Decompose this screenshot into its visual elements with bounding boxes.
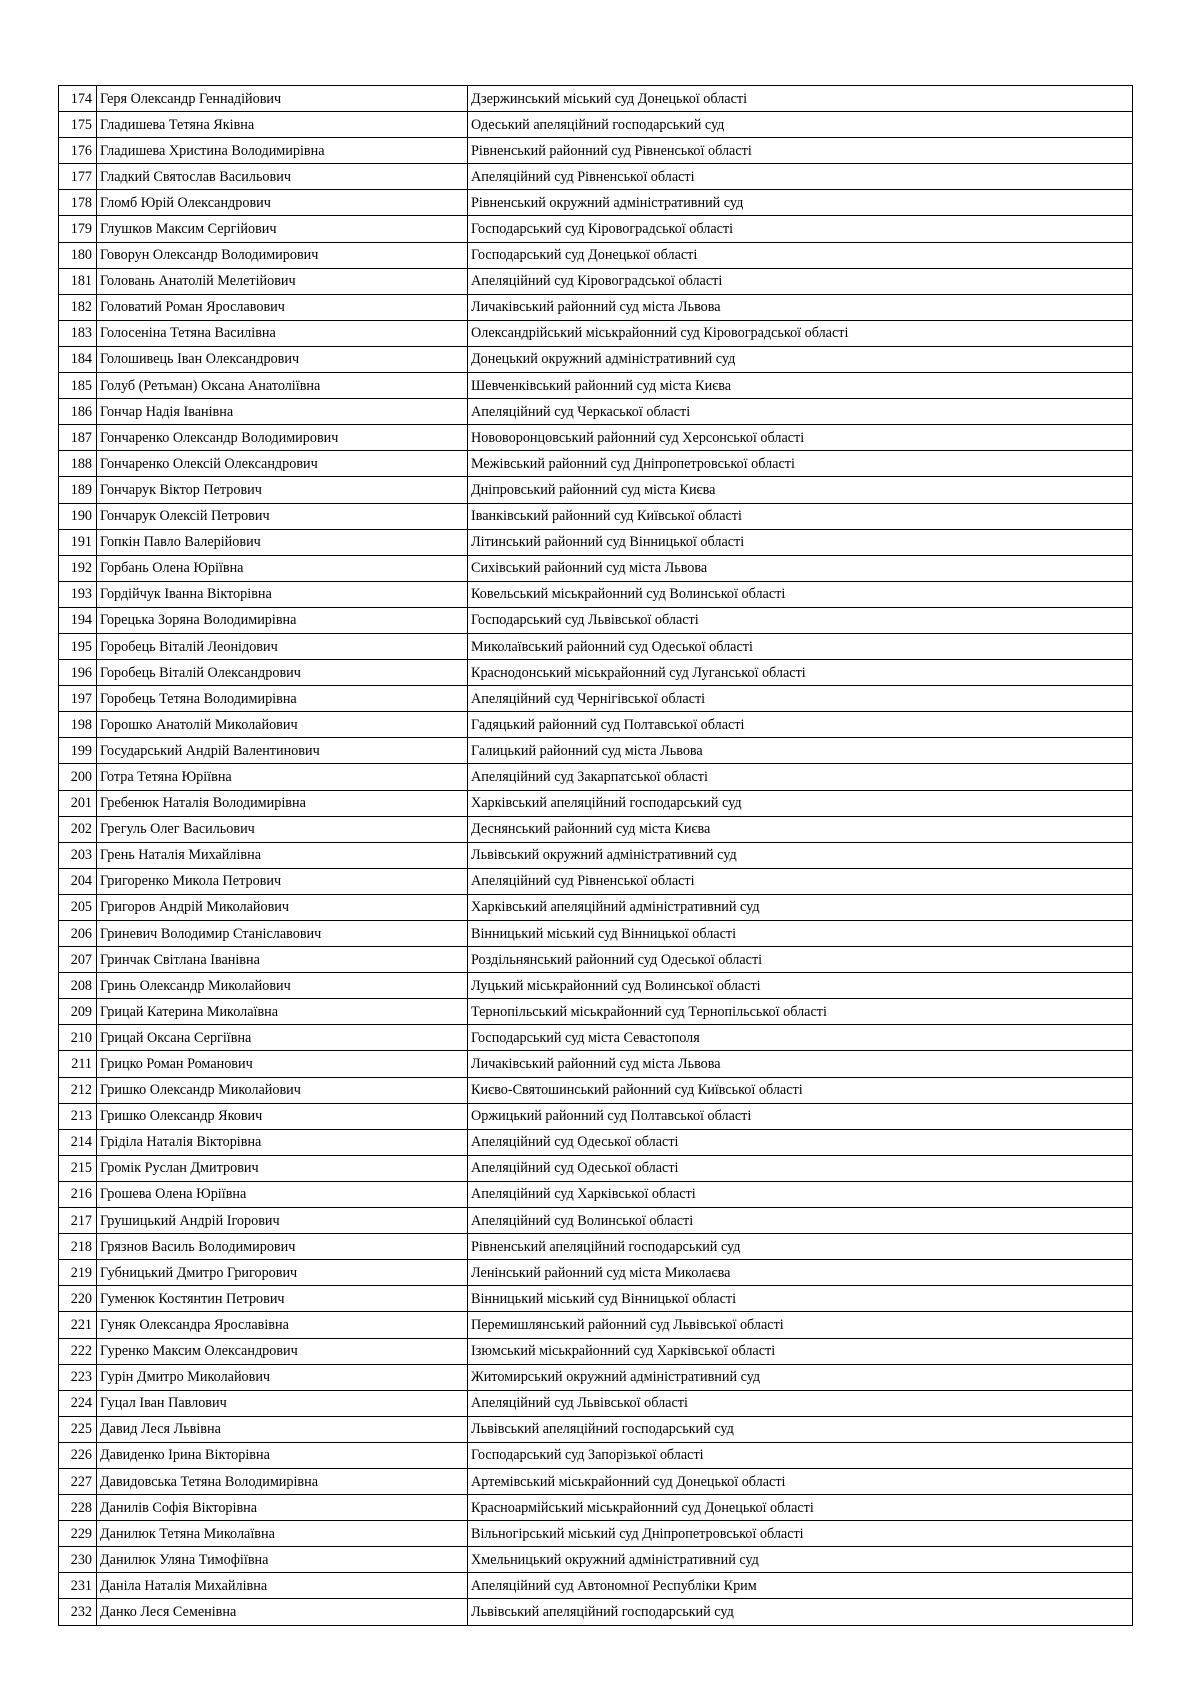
row-number: 178 [59,190,97,216]
table-row [59,816,1133,842]
table-row [59,1312,1133,1338]
table-row [59,921,1133,947]
court-name: Краснодонський міськрайонний суд Луганської області [468,660,1133,686]
row-number: 211 [59,1051,97,1077]
table-row [59,1521,1133,1547]
row-number: 197 [59,686,97,712]
court-name: Ленінський районний суд міста Миколаєва [468,1260,1133,1286]
row-number: 198 [59,712,97,738]
row-number: 191 [59,529,97,555]
court-name: Личаківський районний суд міста Львова [468,1051,1133,1077]
judges-table [58,85,1133,1626]
table-row [59,633,1133,659]
court-name: Миколаївський районний суд Одеської області [468,633,1133,659]
judge-name: Даніла Наталія Михайлівна [97,1573,468,1599]
table-row [59,1390,1133,1416]
judge-name: Гурін Дмитро Миколайович [97,1364,468,1390]
table-row [59,868,1133,894]
court-name: Іванківський районний суд Київської області [468,503,1133,529]
court-name: Перемишлянський районний суд Львівської області [468,1312,1133,1338]
table-row [59,581,1133,607]
court-name: Гадяцький районний суд Полтавської області [468,712,1133,738]
court-name: Господарський суд Донецької області [468,242,1133,268]
row-number: 177 [59,164,97,190]
row-number: 204 [59,868,97,894]
judge-name: Готра Тетяна Юріївна [97,764,468,790]
judge-name: Гуренко Максим Олександрович [97,1338,468,1364]
judge-name: Давидовська Тетяна Володимирівна [97,1468,468,1494]
table-row [59,425,1133,451]
judge-name: Геря Олександр Геннадійович [97,86,468,112]
judge-name: Гончарук Віктор Петрович [97,477,468,503]
court-name: Рівненський апеляційний господарський суд [468,1234,1133,1260]
court-name: Сихівський районний суд міста Львова [468,555,1133,581]
row-number: 202 [59,816,97,842]
court-name: Ковельський міськрайонний суд Волинської області [468,581,1133,607]
row-number: 225 [59,1416,97,1442]
row-number: 220 [59,1286,97,1312]
judge-name: Грицай Катерина Миколаївна [97,999,468,1025]
court-name: Тернопільський міськрайонний суд Тернопільської області [468,999,1133,1025]
court-name: Харківський апеляційний адміністративний суд [468,894,1133,920]
judge-name: Данилів Софія Вікторівна [97,1495,468,1521]
row-number: 184 [59,346,97,372]
court-name: Господарський суд Львівської області [468,607,1133,633]
row-number: 187 [59,425,97,451]
court-name: Апеляційний суд Львівської області [468,1390,1133,1416]
court-name: Одеський апеляційний господарський суд [468,112,1133,138]
row-number: 232 [59,1599,97,1625]
table-row [59,320,1133,346]
row-number: 175 [59,112,97,138]
judge-name: Горецька Зоряна Володимирівна [97,607,468,633]
table-row [59,607,1133,633]
judge-name: Григоренко Микола Петрович [97,868,468,894]
court-name: Красноармійський міськрайонний суд Донецької області [468,1495,1133,1521]
table-row [59,1025,1133,1051]
table-row [59,1416,1133,1442]
judge-name: Гребенюк Наталія Володимирівна [97,790,468,816]
court-name: Апеляційний суд Черкаської області [468,399,1133,425]
court-name: Львівський апеляційний господарський суд [468,1599,1133,1625]
row-number: 181 [59,268,97,294]
row-number: 210 [59,1025,97,1051]
row-number: 200 [59,764,97,790]
table-row [59,1364,1133,1390]
row-number: 217 [59,1208,97,1234]
row-number: 185 [59,373,97,399]
row-number: 219 [59,1260,97,1286]
table-row [59,1547,1133,1573]
court-name: Оржицький районний суд Полтавської області [468,1103,1133,1129]
row-number: 186 [59,399,97,425]
table-row [59,790,1133,816]
judge-name: Грень Наталія Михайлівна [97,842,468,868]
judge-name: Гуняк Олександра Ярославівна [97,1312,468,1338]
row-number: 230 [59,1547,97,1573]
row-number: 218 [59,1234,97,1260]
court-name: Апеляційний суд Кіровоградської області [468,268,1133,294]
court-name: Рівненський районний суд Рівненської області [468,138,1133,164]
court-name: Галицький районний суд міста Львова [468,738,1133,764]
table-row [59,712,1133,738]
table-row [59,1208,1133,1234]
row-number: 203 [59,842,97,868]
court-name: Луцький міськрайонний суд Волинської області [468,973,1133,999]
table-row [59,686,1133,712]
court-name: Вінницький міський суд Вінницької області [468,921,1133,947]
court-name: Вільногірський міський суд Дніпропетровської області [468,1521,1133,1547]
table-row [59,164,1133,190]
row-number: 190 [59,503,97,529]
table-row [59,1234,1133,1260]
court-name: Господарський суд Запорізької області [468,1442,1133,1468]
judge-name: Гріділа Наталія Вікторівна [97,1129,468,1155]
table-row [59,86,1133,112]
judge-name: Гуцал Іван Павлович [97,1390,468,1416]
court-name: Києво-Святошинський районний суд Київської області [468,1077,1133,1103]
court-name: Олександрійський міськрайонний суд Кіровоградської області [468,320,1133,346]
table-row [59,1181,1133,1207]
judge-name: Гришко Олександр Миколайович [97,1077,468,1103]
court-name: Роздільнянський районний суд Одеської області [468,947,1133,973]
table-row [59,1260,1133,1286]
judge-name: Гончарук Олексій Петрович [97,503,468,529]
row-number: 183 [59,320,97,346]
judge-name: Гринь Олександр Миколайович [97,973,468,999]
court-name: Апеляційний суд Автономної Республіки Крим [468,1573,1133,1599]
judge-name: Гордійчук Іванна Вікторівна [97,581,468,607]
row-number: 224 [59,1390,97,1416]
court-name: Апеляційний суд Харківської області [468,1181,1133,1207]
judge-name: Гопкін Павло Валерійович [97,529,468,555]
judge-name: Грегуль Олег Васильович [97,816,468,842]
judge-name: Горошко Анатолій Миколайович [97,712,468,738]
court-name: Апеляційний суд Рівненської області [468,868,1133,894]
table-row [59,894,1133,920]
judge-name: Гриневич Володимир Станіславович [97,921,468,947]
table-row [59,451,1133,477]
table-row [59,555,1133,581]
row-number: 188 [59,451,97,477]
row-number: 227 [59,1468,97,1494]
table-row [59,294,1133,320]
court-name: Вінницький міський суд Вінницької області [468,1286,1133,1312]
row-number: 205 [59,894,97,920]
judge-name: Горобець Віталій Олександрович [97,660,468,686]
table-row [59,764,1133,790]
judge-name: Голосеніна Тетяна Василівна [97,320,468,346]
row-number: 221 [59,1312,97,1338]
table-row [59,999,1133,1025]
court-name: Апеляційний суд Рівненської області [468,164,1133,190]
judge-name: Грицко Роман Романович [97,1051,468,1077]
judge-name: Гладкий Святослав Васильович [97,164,468,190]
court-name: Ізюмський міськрайонний суд Харківської області [468,1338,1133,1364]
row-number: 229 [59,1521,97,1547]
court-name: Личаківський районний суд міста Львова [468,294,1133,320]
judge-name: Губницький Дмитро Григорович [97,1260,468,1286]
judge-name: Данилюк Тетяна Миколаївна [97,1521,468,1547]
table-row [59,346,1133,372]
court-name: Господарський суд Кіровоградської області [468,216,1133,242]
table-row [59,268,1133,294]
court-name: Нововоронцовський районний суд Херсонської області [468,425,1133,451]
table-row [59,503,1133,529]
row-number: 212 [59,1077,97,1103]
judge-name: Грошева Олена Юріївна [97,1181,468,1207]
table-row [59,1286,1133,1312]
judge-name: Гончар Надія Іванівна [97,399,468,425]
row-number: 182 [59,294,97,320]
judge-name: Гладишева Тетяна Яківна [97,112,468,138]
judge-name: Григоров Андрій Миколайович [97,894,468,920]
court-name: Межівський районний суд Дніпропетровської області [468,451,1133,477]
judge-name: Давиденко Ірина Вікторівна [97,1442,468,1468]
row-number: 215 [59,1155,97,1181]
court-name: Апеляційний суд Закарпатської області [468,764,1133,790]
court-name: Дзержинський міський суд Донецької області [468,86,1133,112]
judge-name: Головань Анатолій Мелетійович [97,268,468,294]
table-row [59,842,1133,868]
table-row [59,660,1133,686]
table-row [59,399,1133,425]
judge-name: Гончаренко Олександр Володимирович [97,425,468,451]
row-number: 199 [59,738,97,764]
row-number: 192 [59,555,97,581]
row-number: 231 [59,1573,97,1599]
judge-name: Гладишева Христина Володимирівна [97,138,468,164]
court-name: Деснянський районний суд міста Києва [468,816,1133,842]
table-row [59,1573,1133,1599]
table-row [59,138,1133,164]
court-name: Апеляційний суд Волинської області [468,1208,1133,1234]
table-row [59,477,1133,503]
court-name: Донецький окружний адміністративний суд [468,346,1133,372]
judge-name: Грушицький Андрій Ігорович [97,1208,468,1234]
row-number: 195 [59,633,97,659]
table-row [59,190,1133,216]
judges-table-body [59,86,1133,1626]
judge-name: Грязнов Василь Володимирович [97,1234,468,1260]
row-number: 174 [59,86,97,112]
table-row [59,1129,1133,1155]
judge-name: Голошивець Іван Олександрович [97,346,468,372]
table-row [59,242,1133,268]
table-row [59,1051,1133,1077]
row-number: 196 [59,660,97,686]
court-name: Житомирський окружний адміністративний суд [468,1364,1133,1390]
judge-name: Грицай Оксана Сергіївна [97,1025,468,1051]
table-row [59,1599,1133,1625]
court-name: Хмельницький окружний адміністративний суд [468,1547,1133,1573]
row-number: 216 [59,1181,97,1207]
row-number: 179 [59,216,97,242]
table-row [59,738,1133,764]
court-name: Господарський суд міста Севастополя [468,1025,1133,1051]
row-number: 223 [59,1364,97,1390]
table-row [59,373,1133,399]
judge-name: Гончаренко Олексій Олександрович [97,451,468,477]
row-number: 214 [59,1129,97,1155]
court-name: Харківський апеляційний господарський суд [468,790,1133,816]
row-number: 226 [59,1442,97,1468]
court-name: Артемівський міськрайонний суд Донецької області [468,1468,1133,1494]
judge-name: Гринчак Світлана Іванівна [97,947,468,973]
table-row [59,529,1133,555]
row-number: 180 [59,242,97,268]
table-row [59,1468,1133,1494]
judge-name: Голуб (Ретьман) Оксана Анатоліївна [97,373,468,399]
row-number: 209 [59,999,97,1025]
judge-name: Горобець Тетяна Володимирівна [97,686,468,712]
row-number: 213 [59,1103,97,1129]
judge-name: Давид Леся Львівна [97,1416,468,1442]
row-number: 201 [59,790,97,816]
court-name: Рівненський окружний адміністративний суд [468,190,1133,216]
judge-name: Горбань Олена Юріївна [97,555,468,581]
table-row [59,1442,1133,1468]
judge-name: Государський Андрій Валентинович [97,738,468,764]
row-number: 228 [59,1495,97,1521]
table-row [59,216,1133,242]
table-row [59,973,1133,999]
row-number: 208 [59,973,97,999]
table-row [59,1155,1133,1181]
judge-name: Горобець Віталій Леонідович [97,633,468,659]
court-name: Апеляційний суд Одеської області [468,1129,1133,1155]
court-name: Львівський апеляційний господарський суд [468,1416,1133,1442]
judge-name: Данилюк Уляна Тимофіївна [97,1547,468,1573]
judge-name: Громік Руслан Дмитрович [97,1155,468,1181]
judge-name: Гломб Юрій Олександрович [97,190,468,216]
judge-name: Глушков Максим Сергійович [97,216,468,242]
judge-name: Головатий Роман Ярославович [97,294,468,320]
row-number: 207 [59,947,97,973]
row-number: 189 [59,477,97,503]
row-number: 194 [59,607,97,633]
court-name: Літинський районний суд Вінницької області [468,529,1133,555]
table-row [59,1338,1133,1364]
court-name: Апеляційний суд Одеської області [468,1155,1133,1181]
table-row [59,947,1133,973]
judge-name: Гуменюк Костянтин Петрович [97,1286,468,1312]
row-number: 206 [59,921,97,947]
row-number: 193 [59,581,97,607]
court-name: Апеляційний суд Чернігівської області [468,686,1133,712]
court-name: Шевченківський районний суд міста Києва [468,373,1133,399]
court-name: Дніпровський районний суд міста Києва [468,477,1133,503]
court-name: Львівський окружний адміністративний суд [468,842,1133,868]
table-row [59,1077,1133,1103]
table-row [59,1103,1133,1129]
row-number: 176 [59,138,97,164]
row-number: 222 [59,1338,97,1364]
judge-name: Данко Леся Семенівна [97,1599,468,1625]
table-row [59,1495,1133,1521]
table-row [59,112,1133,138]
judge-name: Гришко Олександр Якович [97,1103,468,1129]
judge-name: Говорун Олександр Володимирович [97,242,468,268]
